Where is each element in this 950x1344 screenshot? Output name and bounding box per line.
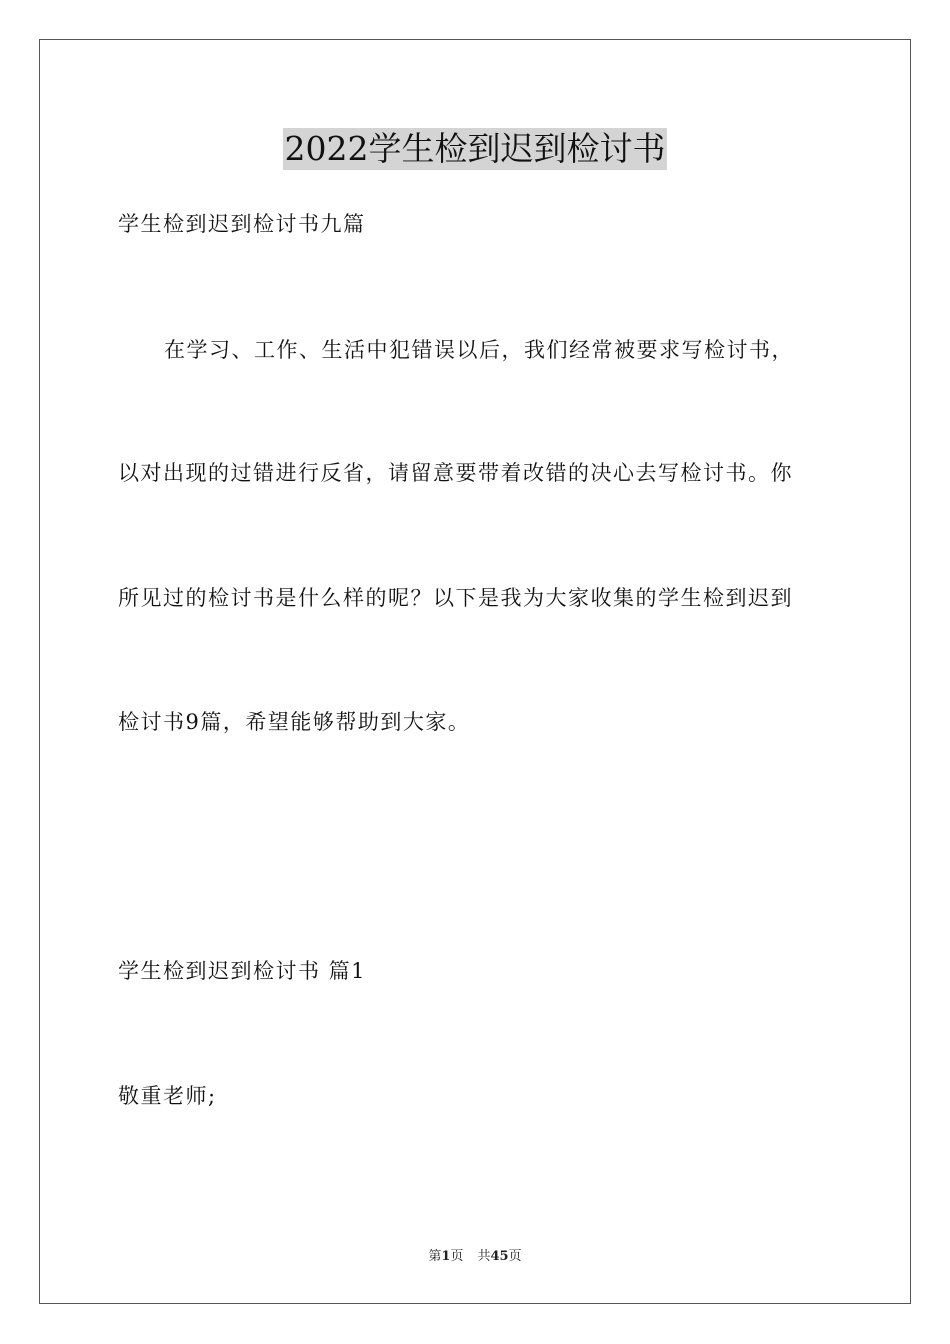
footer-page-prefix: 第 — [428, 1249, 442, 1264]
footer-page-number: 1 — [441, 1249, 451, 1264]
intro-line-1: 在学习、工作、生活中犯错误以后，我们经常被要求写检讨书， — [164, 338, 794, 362]
document-title: 2022学生检到迟到检讨书 — [284, 129, 666, 168]
footer-total-pages: 45 — [490, 1249, 509, 1264]
document-subtitle: 学生检到迟到检讨书九篇 — [118, 212, 366, 236]
footer-page-suffix: 页 — [450, 1249, 464, 1264]
intro-line-4: 检讨书9篇，希望能够帮助到大家。 — [118, 710, 471, 734]
page-footer — [0, 1248, 950, 1266]
intro-line-3: 所见过的检讨书是什么样的呢？以下是我为大家收集的学生检到迟到 — [118, 586, 793, 610]
title-container — [0, 128, 950, 170]
intro-line-2: 以对出现的过错进行反省，请留意要带着改错的决心去写检讨书。你 — [118, 461, 793, 485]
salutation: 敬重老师; — [118, 1084, 217, 1108]
section-heading: 学生检到迟到检讨书 篇1 — [118, 959, 367, 983]
footer-total-suffix: 页 — [508, 1249, 522, 1264]
footer-total-prefix: 共 — [477, 1249, 491, 1264]
